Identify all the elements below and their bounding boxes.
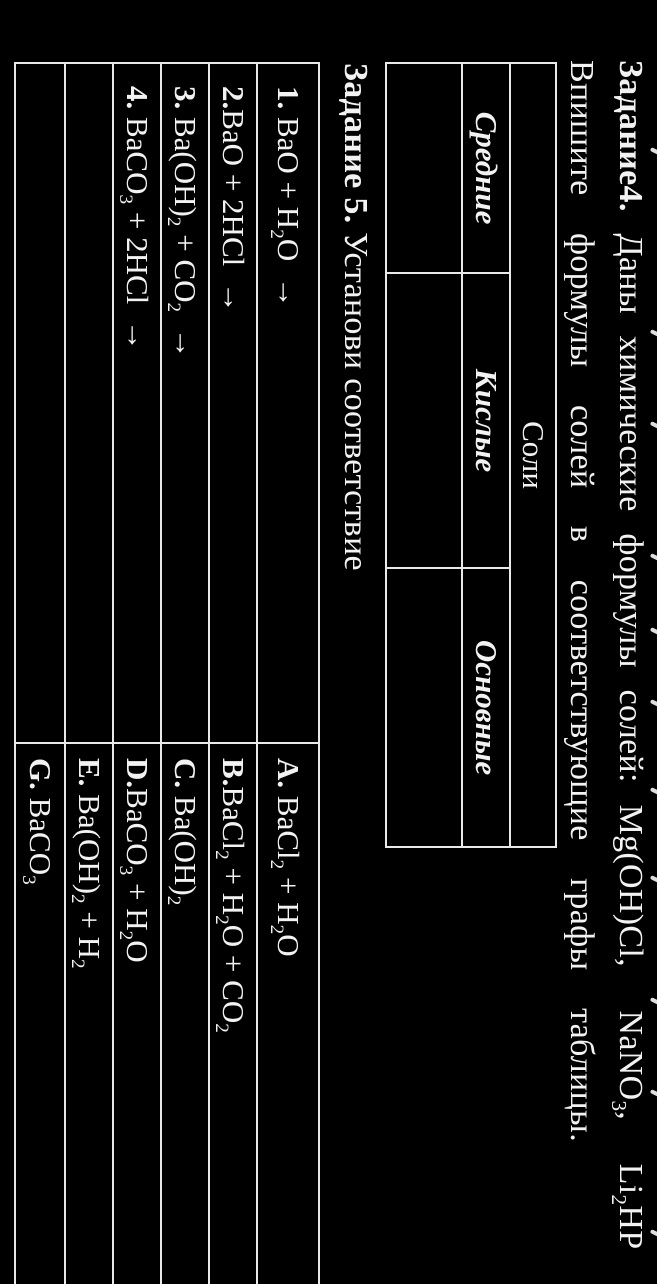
cropped-glyph-fragment [650, 147, 657, 157]
cropped-glyph-fragment [650, 1229, 657, 1239]
answer-text: BaCl$_2$ + $H_2O + CO_2$ [210, 786, 251, 1033]
answer-cell-g [16, 744, 64, 1284]
answer-text: BaCO$_3$ + $H_2O$ [114, 788, 155, 963]
equation-text: BaCO$_3$ + 2HCl → [114, 109, 155, 351]
cropped-glyph-fragment [650, 875, 657, 885]
salts-answer-cell-kislye [387, 274, 461, 569]
answer-letter: A. [271, 758, 306, 789]
answer-cell-e [64, 744, 112, 1284]
task5-heading [336, 63, 374, 571]
salts-column-header-kislye: Кислые [461, 274, 509, 569]
equation-text: BaO + $H_2O$ → [265, 109, 306, 308]
answer-letter: D. [120, 758, 155, 789]
cropped-glyph-fragment [650, 627, 657, 637]
answer-text: $Ba(OH)_2$ [162, 788, 203, 906]
salts-answer-cell-osnovnye [387, 569, 461, 846]
equation-cell-5-empty [64, 64, 112, 744]
cropped-glyph-fragment [650, 421, 657, 431]
task4-intro-line [607, 60, 649, 1284]
salts-table-title: Соли [509, 64, 555, 846]
equation-number: 4. [120, 86, 155, 110]
task5-subtitle: Установи соответствие [337, 223, 374, 571]
answer-cell-d [112, 744, 160, 1284]
equation-number: 1. [271, 86, 306, 110]
equation-cell-1 [256, 64, 318, 744]
answer-cell-a [256, 744, 318, 1284]
equation-number: 2. [216, 86, 251, 110]
answer-letter: B. [216, 758, 251, 787]
equation-cell-6-empty [16, 64, 64, 744]
cropped-glyph-fragment [650, 699, 657, 709]
salts-column-header-srednie: Средние [461, 64, 509, 274]
answer-text: $Ba(OH)_2 + H_2$ [66, 786, 107, 969]
salts-column-header-osnovnye: Основные [461, 569, 509, 846]
answer-cell-c [160, 744, 208, 1284]
cropped-glyph-fragment [650, 997, 657, 1007]
salts-answer-cell-srednie [387, 64, 461, 274]
equation-number: 3. [168, 86, 203, 110]
equation-text: BaO + 2HCl → [216, 109, 251, 313]
answer-letter: E. [72, 758, 107, 787]
equation-cell-2 [208, 64, 256, 744]
cropped-glyph-fragment [650, 329, 657, 339]
answer-cell-b [208, 744, 256, 1284]
cropped-glyph-fragment [650, 1089, 657, 1099]
task5-title: Задание 5. [337, 63, 374, 224]
equation-cell-4 [112, 64, 160, 744]
cropped-glyph-fragment [650, 553, 657, 563]
task4-instruction: Впишите формулы солей в соответствующие графы таблицы. [563, 60, 600, 1142]
answer-letter: C. [168, 758, 203, 789]
cropped-glyph-fragment [650, 787, 657, 797]
task4-title: Задание4. [612, 60, 649, 212]
answer-letter: G. [23, 758, 58, 790]
task4-intro-text: Даны химические формулы солей: Mg(OH)Cl, NaNO$_3$, $Li_2HP$ [607, 211, 649, 1250]
salts-table [385, 62, 557, 848]
answer-text: BaCO$_3$ [17, 789, 58, 885]
equation-cell-3 [160, 64, 208, 744]
answer-text: BaCl$_2$ + $H_2O$ [265, 788, 306, 957]
match-table [14, 62, 320, 1284]
equation-text: $Ba(OH)_2 + CO_2$ → [162, 109, 203, 359]
